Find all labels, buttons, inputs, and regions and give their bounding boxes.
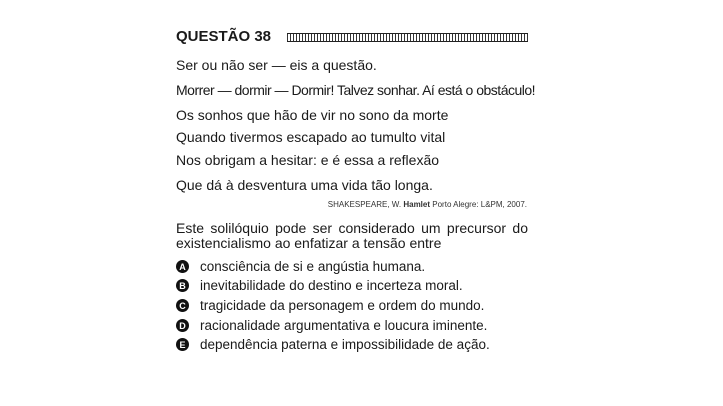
citation-author: SHAKESPEARE, W.: [327, 200, 402, 209]
option-a[interactable]: [176, 259, 425, 274]
option-b[interactable]: [176, 278, 463, 293]
option-letter-badge: C: [176, 299, 189, 312]
option-c[interactable]: [176, 298, 484, 313]
verse-line: Ser ou não ser — eis a questão.: [176, 57, 377, 73]
verse-line: Morrer — dormir — Dormir! Talvez sonhar. Aí está o obstáculo!: [176, 82, 536, 98]
question-prompt: Este solilóquio pode ser considerado um precursor do existencialismo ao enfatizar a tensão entre: [176, 220, 528, 251]
option-letter-badge: A: [176, 260, 189, 273]
option-letter-badge: E: [176, 338, 189, 351]
title-rule: [287, 33, 528, 42]
option-text: inevitabilidade do destino e incerteza moral.: [200, 278, 463, 293]
option-text: racionalidade argumentativa e loucura iminente.: [200, 318, 488, 333]
question-title: QUESTÃO 38: [176, 28, 272, 45]
option-text: dependência paterna e impossibilidade de ação.: [200, 337, 490, 352]
option-letter-badge: D: [176, 319, 189, 332]
citation-work: Hamlet: [403, 200, 431, 209]
option-text: tragicidade da personagem e ordem do mundo.: [200, 298, 485, 313]
option-letter-badge: B: [176, 279, 189, 292]
option-e[interactable]: [176, 337, 490, 352]
verse-line: Que dá à desventura uma vida tão longa.: [176, 177, 433, 193]
verse-line: Quando tivermos escapado ao tumulto vital: [176, 129, 446, 145]
option-d[interactable]: [176, 318, 487, 333]
option-text: consciência de si e angústia humana.: [200, 259, 426, 274]
verse-line: Nos obrigam a hesitar: e é essa a reflexão: [176, 152, 440, 168]
citation-publisher: Porto Alegre: L&PM, 2007.: [432, 200, 527, 209]
verse-line: Os sonhos que hão de vir no sono da morte: [176, 107, 449, 123]
citation: [328, 200, 527, 209]
